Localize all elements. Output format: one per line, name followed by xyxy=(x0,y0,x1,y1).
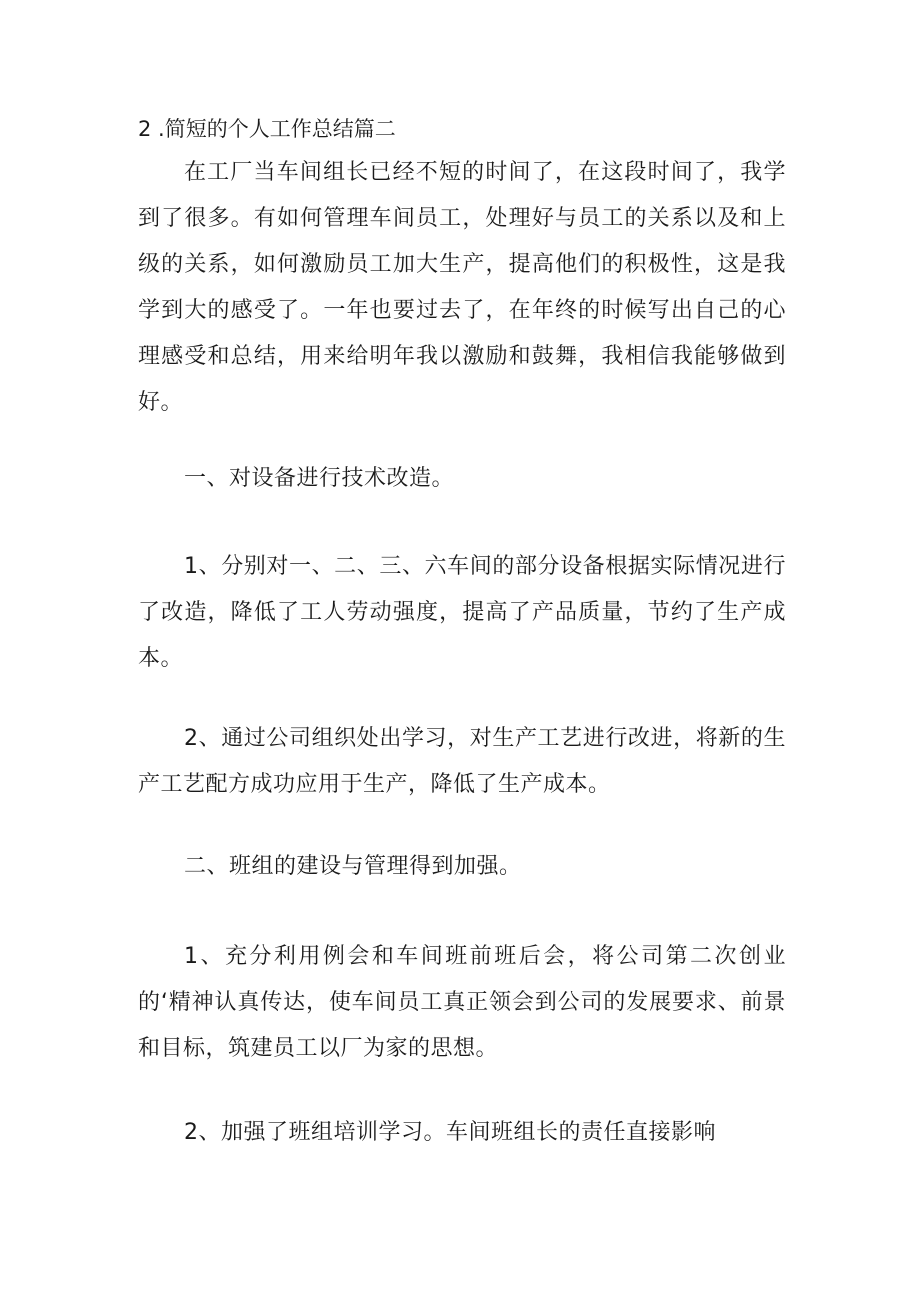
section-1-item-2: 2、通过公司组织处出学习，对生产工艺进行改进，将新的生产工艺配方成功应用于生产，降低了生产成本。 xyxy=(138,726,786,797)
section-2-item-2: 2、加强了班组培训学习。车间班组长的责任直接影响 xyxy=(184,1120,716,1145)
section-2-item-1: 1、充分利用例会和车间班前班后会，将公司第二次创业的‘精神认真传达，使车间员工真正领会到公司的发展要求、前景和目标，筑建员工以厂为家的思想。 xyxy=(138,944,786,1061)
section-1-title: 一、对设备进行技术改造。 xyxy=(184,466,455,491)
intro-paragraph: 在工厂当车间组长已经不短的时间了，在这段时间了，我学到了很多。有如何管理车间员工，处理好与员工的关系以及和上级的关系，如何激励员工加大生产，提高他们的积极性，这是我学到大的感受了。一年也要过去了，在年终的时候写出自己的心理感受和总结，用来给明年我以激励和鼓舞，我相信我能够做到好。 xyxy=(138,160,786,415)
section-2-title: 二、班组的建设与管理得到加强。 xyxy=(184,854,522,879)
section-1-item-1: 1、分别对一、二、三、六车间的部分设备根据实际情况进行了改造，降低了工人劳动强度，提高了产品质量，节约了生产成本。 xyxy=(138,554,786,671)
document-heading: 2 .简短的个人工作总结篇二 xyxy=(138,117,396,141)
